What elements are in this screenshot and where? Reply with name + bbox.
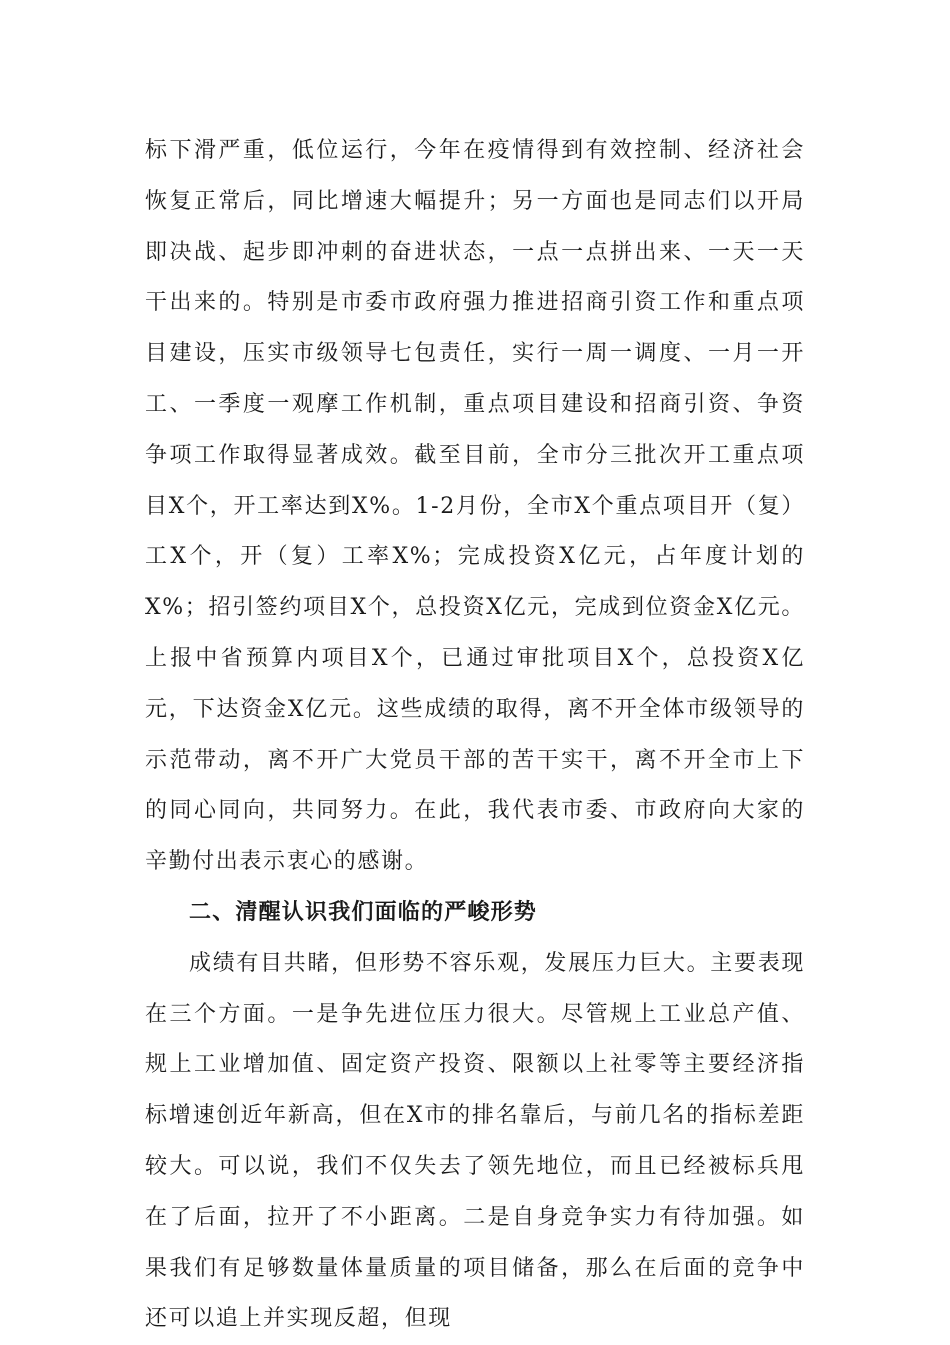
section-heading: 二、清醒认识我们面临的严峻形势: [189, 899, 538, 925]
document-body: [145, 126, 805, 1345]
body-paragraph: 成绩有目共睹，但形势不容乐观，发展压力巨大。主要表现在三个方面。一是争先进位压力很大。尽管规上工业总产值、规上工业增加值、固定资产投资、限额以上社零等主要经济指标增速创近年新高，但在X市的排名靠后，与前几名的指标差距较大。可以说，我们不仅失去了领先地位，而且已经被标兵甩在了后面，拉开了不小距离。二是自身竞争实力有待加强。如果我们有足够数量体量质量的项目储备，那么在后面的竞争中还可以追上并实现反超，但现: [145, 950, 805, 1332]
body-paragraph-continued: 标下滑严重，低位运行，今年在疫情得到有效控制、经济社会恢复正常后，同比增速大幅提升；另一方面也是同志们以开局即决战、起步即冲刺的奋进状态，一点一点拼出来、一天一天干出来的。特别是市委市政府强力推进招商引资工作和重点项目建设，压实市级领导七包责任，实行一周一调度、一月一开工、一季度一观摩工作机制，重点项目建设和招商引资、争资争项工作取得显著成效。截至目前，全市分三批次开工重点项目X个，开工率达到X%。1-2月份，全市X个重点项目开（复）工X个，开（复）工率X%；完成投资X亿元，占年度计划的X%；招引签约项目X个，总投资X亿元，完成到位资金X亿元。上报中省预算内项目X个，已通过审批项目X个，总投资X亿元，下达资金X亿元。这些成绩的取得，离不开全体市级领导的示范带动，离不开广大党员干部的苦干实干，离不开全市上下的同心同向，共同努力。在此，我代表市委、市政府向大家的辛勤付出表示衷心的感谢。: [145, 138, 805, 875]
